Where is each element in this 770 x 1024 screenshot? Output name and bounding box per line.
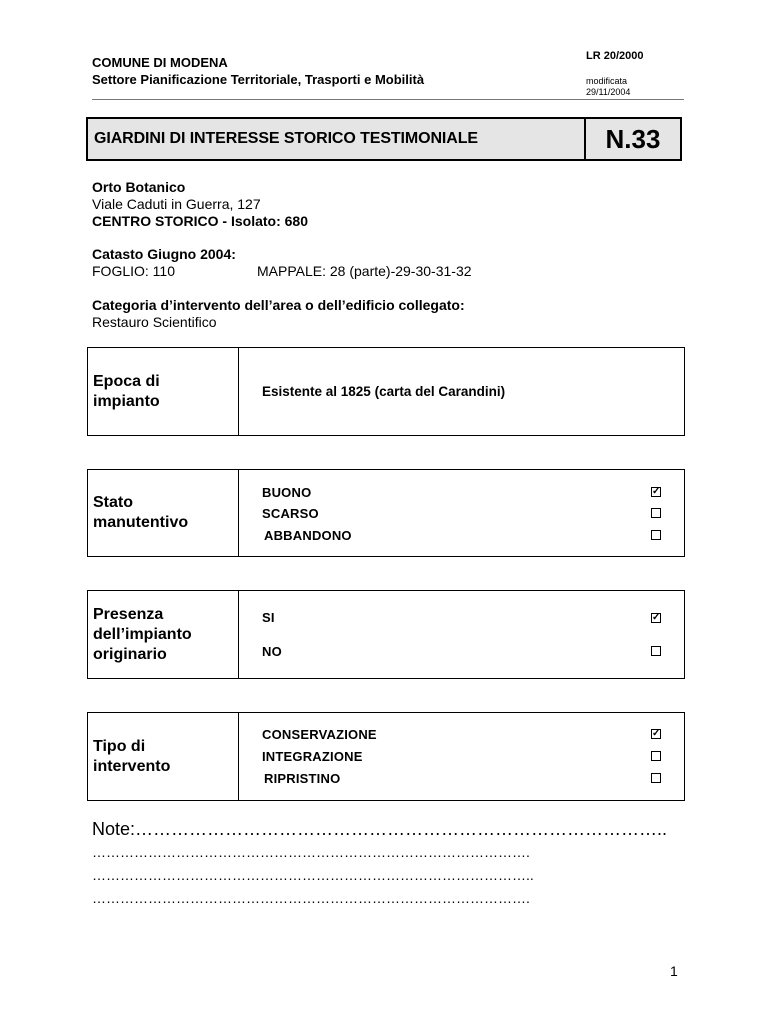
stato-option-buono: BUONO (262, 485, 312, 500)
location-zone: CENTRO STORICO - Isolato: 680 (92, 213, 308, 229)
presenza-option-no: NO (262, 644, 282, 659)
presenza-label (88, 591, 239, 678)
tipo-label (88, 713, 239, 800)
stato-abbandono-checkbox[interactable] (651, 530, 661, 540)
notes-line-3: ………………………………………………………………………………….. (92, 867, 534, 883)
notes-block (92, 818, 667, 910)
municipality-name: COMUNE DI MODENA (92, 55, 228, 70)
presenza-label-line2: dell’impianto (93, 625, 192, 643)
notes-line-2: …………………………………………………………………………………. (92, 844, 530, 860)
stato-option-scarso: SCARSO (262, 506, 319, 521)
department-name: Settore Pianificazione Territoriale, Trasporti e Mobilità (92, 72, 425, 87)
tipo-integrazione-checkbox[interactable] (651, 751, 661, 761)
presenza-label-line3: originario (93, 645, 167, 663)
modified-label: modificata (586, 76, 628, 86)
category-value: Restauro Scientifico (92, 314, 217, 330)
presenza-option-si: SI (262, 610, 275, 625)
category-heading: Categoria d’intervento dell’area o dell’edificio collegato: (92, 297, 465, 313)
tipo-label-line1: Tipo di (93, 737, 146, 755)
law-reference: LR 20/2000 (586, 50, 644, 62)
location-address: Viale Caduti in Guerra, 127 (92, 196, 261, 212)
tipo-table (87, 712, 685, 801)
presenza-si-checkbox[interactable] (651, 613, 661, 623)
epoca-value: Esistente al 1825 (carta del Carandini) (262, 384, 506, 399)
tipo-option-integrazione: INTEGRAZIONE (262, 749, 363, 764)
tipo-label-line2: intervento (93, 757, 171, 775)
stato-label-line1: Stato (93, 494, 133, 511)
stato-option-abbandono: ABBANDONO (264, 528, 352, 543)
tipo-conservazione-checkbox[interactable] (651, 729, 661, 739)
location-name: Orto Botanico (92, 179, 186, 195)
cadastre-foglio: FOGLIO: 110 (92, 263, 175, 279)
cadastre-mappale: MAPPALE: 28 (parte)-29-30-31-32 (257, 263, 472, 279)
epoca-label-line1: Epoca di (93, 372, 160, 390)
presenza-table (87, 590, 685, 679)
tipo-option-conservazione: CONSERVAZIONE (262, 727, 377, 742)
title-box (86, 117, 682, 161)
header-divider (92, 99, 684, 100)
stato-buono-checkbox[interactable] (651, 487, 661, 497)
tipo-option-ripristino: RIPRISTINO (264, 771, 341, 786)
presenza-no-checkbox[interactable] (651, 646, 661, 656)
page-title: GIARDINI DI INTERESSE STORICO TESTIMONIALE (94, 130, 478, 147)
record-number: N.33 (584, 119, 680, 159)
cadastre-heading: Catasto Giugno 2004: (92, 246, 236, 262)
notes-line-4: …………………………………………………………………………………. (92, 890, 530, 906)
epoca-label (88, 348, 239, 435)
modified-date: 29/11/2004 (586, 87, 631, 97)
stato-table (87, 469, 685, 557)
category-block (92, 297, 465, 331)
stato-label-line2: manutentivo (93, 514, 189, 531)
location-block (92, 179, 308, 230)
tipo-ripristino-checkbox[interactable] (651, 773, 661, 783)
stato-scarso-checkbox[interactable] (651, 508, 661, 518)
presenza-label-line1: Presenza (93, 605, 164, 623)
notes-line-1: Note:…………………………………………………………………………….. (92, 819, 668, 839)
modification-info (586, 76, 630, 98)
page-number: 1 (670, 963, 678, 979)
epoca-table (87, 347, 685, 436)
cadastre-block (92, 246, 472, 280)
stato-label (88, 470, 239, 556)
epoca-label-line2: impianto (93, 392, 160, 410)
